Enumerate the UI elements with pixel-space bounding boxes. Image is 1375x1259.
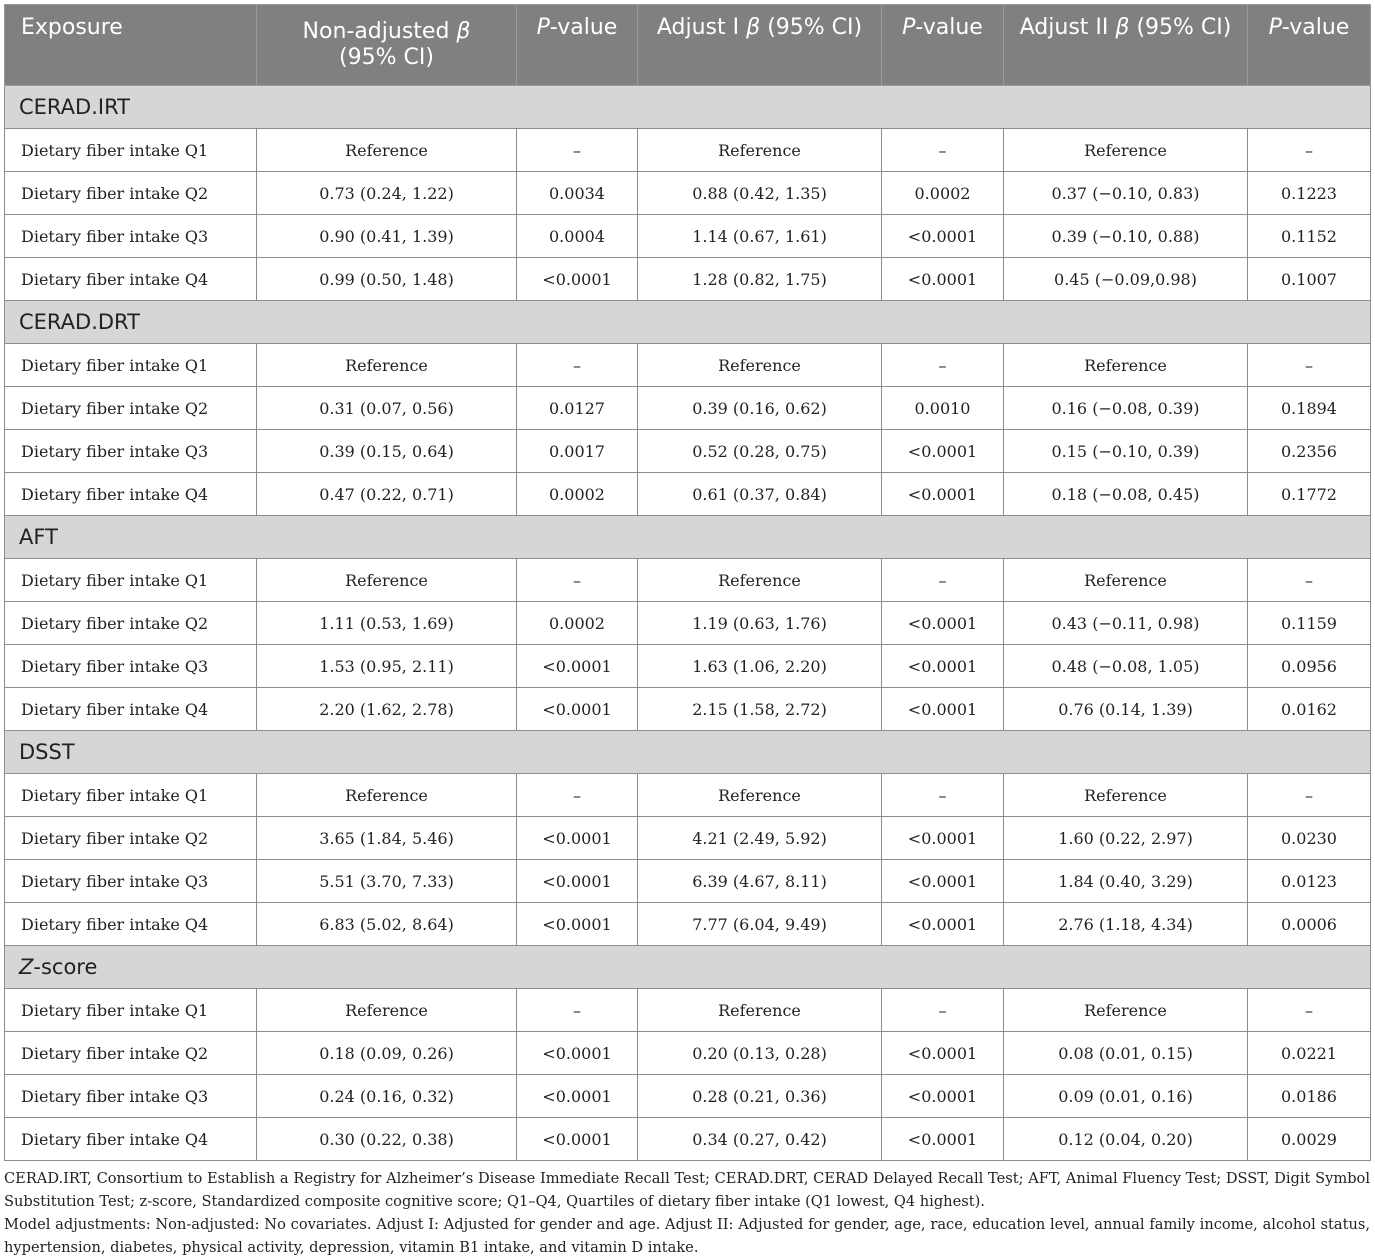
table-row — [5, 602, 1371, 645]
cell-pvalue-2: <0.0001 — [882, 258, 1004, 301]
cell-row-label: Dietary fiber intake Q2 — [5, 602, 257, 645]
cell-nonadjusted-beta: 5.51 (3.70, 7.33) — [257, 860, 517, 903]
cell-row-label: Dietary fiber intake Q4 — [5, 688, 257, 731]
cell-adjust1-beta: 7.77 (6.04, 9.49) — [638, 903, 882, 946]
cell-pvalue-2: <0.0001 — [882, 817, 1004, 860]
cell-pvalue-3: 0.2356 — [1248, 430, 1371, 473]
cell-pvalue-2: 0.0010 — [882, 387, 1004, 430]
results-table — [4, 4, 1371, 1161]
cell-pvalue-3: 0.1894 — [1248, 387, 1371, 430]
cell-pvalue-2: <0.0001 — [882, 430, 1004, 473]
cell-pvalue-3: – — [1248, 129, 1371, 172]
cell-adjust1-beta: 1.14 (0.67, 1.61) — [638, 215, 882, 258]
cell-pvalue-3: 0.1159 — [1248, 602, 1371, 645]
cell-pvalue-2: <0.0001 — [882, 473, 1004, 516]
cell-pvalue-2: – — [882, 129, 1004, 172]
cell-nonadjusted-beta: 3.65 (1.84, 5.46) — [257, 817, 517, 860]
footnote-adjustments: Model adjustments: Non-adjusted: No covariates. Adjust I: Adjusted for gender and age. Adjust II: Adjusted for gender, age, race, education level, annual family income, alcohol status, hypertension, diabetes, physical activity, depression, vitamin B1 intake, and vitamin D intake. — [4, 1216, 1370, 1256]
cell-row-label: Dietary fiber intake Q3 — [5, 215, 257, 258]
table-row — [5, 344, 1371, 387]
cell-row-label: Dietary fiber intake Q1 — [5, 559, 257, 602]
cell-row-label: Dietary fiber intake Q1 — [5, 129, 257, 172]
section-title-text: CERAD.IRT — [19, 95, 130, 119]
cell-nonadjusted-beta: 0.90 (0.41, 1.39) — [257, 215, 517, 258]
cell-nonadjusted-beta: Reference — [257, 129, 517, 172]
section-header-row — [5, 946, 1371, 989]
cell-nonadjusted-beta: 2.20 (1.62, 2.78) — [257, 688, 517, 731]
cell-adjust1-beta: Reference — [638, 129, 882, 172]
cell-adjust1-beta: 0.88 (0.42, 1.35) — [638, 172, 882, 215]
cell-pvalue-1: – — [517, 344, 638, 387]
cell-pvalue-2: <0.0001 — [882, 1075, 1004, 1118]
cell-adjust1-beta: 1.19 (0.63, 1.76) — [638, 602, 882, 645]
header-exposure: Exposure — [5, 5, 257, 86]
section-title — [5, 731, 1371, 774]
cell-adjust2-beta: 0.37 (−0.10, 0.83) — [1004, 172, 1248, 215]
cell-adjust2-beta: 0.76 (0.14, 1.39) — [1004, 688, 1248, 731]
table-row — [5, 473, 1371, 516]
cell-adjust2-beta: Reference — [1004, 344, 1248, 387]
section-title — [5, 946, 1371, 989]
cell-adjust2-beta: 0.09 (0.01, 0.16) — [1004, 1075, 1248, 1118]
cell-adjust2-beta: 1.60 (0.22, 2.97) — [1004, 817, 1248, 860]
cell-pvalue-3: 0.1772 — [1248, 473, 1371, 516]
cell-pvalue-3: 0.0221 — [1248, 1032, 1371, 1075]
cell-pvalue-2: <0.0001 — [882, 1032, 1004, 1075]
cell-adjust1-beta: Reference — [638, 774, 882, 817]
cell-pvalue-3: 0.0162 — [1248, 688, 1371, 731]
cell-nonadjusted-beta: Reference — [257, 559, 517, 602]
section-title — [5, 86, 1371, 129]
cell-adjust1-beta: 0.61 (0.37, 0.84) — [638, 473, 882, 516]
cell-pvalue-2: <0.0001 — [882, 1118, 1004, 1161]
header-nonadjusted-beta: Non-adjusted β (95% CI) — [257, 5, 517, 86]
cell-pvalue-2: – — [882, 559, 1004, 602]
cell-nonadjusted-beta: 0.47 (0.22, 0.71) — [257, 473, 517, 516]
header-pvalue-2: P-value — [882, 5, 1004, 86]
cell-adjust1-beta: 1.28 (0.82, 1.75) — [638, 258, 882, 301]
section-header-row — [5, 86, 1371, 129]
table-body — [5, 86, 1371, 1161]
cell-nonadjusted-beta: 0.31 (0.07, 0.56) — [257, 387, 517, 430]
cell-nonadjusted-beta: 6.83 (5.02, 8.64) — [257, 903, 517, 946]
cell-pvalue-1: 0.0017 — [517, 430, 638, 473]
cell-pvalue-1: <0.0001 — [517, 258, 638, 301]
section-title-italic: Z — [19, 955, 34, 979]
cell-adjust2-beta: 1.84 (0.40, 3.29) — [1004, 860, 1248, 903]
cell-pvalue-3: 0.0230 — [1248, 817, 1371, 860]
cell-row-label: Dietary fiber intake Q4 — [5, 473, 257, 516]
cell-pvalue-1: 0.0002 — [517, 473, 638, 516]
cell-pvalue-3: – — [1248, 989, 1371, 1032]
table-row — [5, 860, 1371, 903]
cell-adjust1-beta: Reference — [638, 989, 882, 1032]
cell-pvalue-1: <0.0001 — [517, 645, 638, 688]
cell-adjust1-beta: 0.39 (0.16, 0.62) — [638, 387, 882, 430]
section-title-text: DSST — [19, 740, 75, 764]
cell-adjust2-beta: Reference — [1004, 774, 1248, 817]
section-title-text: -score — [33, 955, 98, 979]
cell-pvalue-1: <0.0001 — [517, 1118, 638, 1161]
cell-adjust1-beta: Reference — [638, 344, 882, 387]
cell-adjust1-beta: 1.63 (1.06, 2.20) — [638, 645, 882, 688]
cell-adjust2-beta: Reference — [1004, 989, 1248, 1032]
cell-nonadjusted-beta: Reference — [257, 774, 517, 817]
table-footnotes — [4, 1167, 1370, 1259]
cell-pvalue-3: – — [1248, 559, 1371, 602]
cell-pvalue-2: <0.0001 — [882, 602, 1004, 645]
cell-pvalue-1: 0.0127 — [517, 387, 638, 430]
cell-pvalue-3: 0.1223 — [1248, 172, 1371, 215]
cell-pvalue-1: – — [517, 774, 638, 817]
cell-pvalue-3: 0.0186 — [1248, 1075, 1371, 1118]
cell-adjust2-beta: Reference — [1004, 129, 1248, 172]
cell-row-label: Dietary fiber intake Q2 — [5, 1032, 257, 1075]
results-table-container — [4, 4, 1370, 1259]
cell-row-label: Dietary fiber intake Q4 — [5, 903, 257, 946]
cell-row-label: Dietary fiber intake Q2 — [5, 172, 257, 215]
table-row — [5, 645, 1371, 688]
table-row — [5, 817, 1371, 860]
cell-adjust1-beta: 4.21 (2.49, 5.92) — [638, 817, 882, 860]
section-title — [5, 516, 1371, 559]
cell-pvalue-1: <0.0001 — [517, 860, 638, 903]
cell-pvalue-3: 0.1007 — [1248, 258, 1371, 301]
cell-nonadjusted-beta: 0.30 (0.22, 0.38) — [257, 1118, 517, 1161]
cell-pvalue-2: <0.0001 — [882, 645, 1004, 688]
cell-nonadjusted-beta: 1.11 (0.53, 1.69) — [257, 602, 517, 645]
header-pvalue-3: P-value — [1248, 5, 1371, 86]
cell-pvalue-3: 0.0029 — [1248, 1118, 1371, 1161]
cell-pvalue-2: – — [882, 344, 1004, 387]
cell-pvalue-3: 0.1152 — [1248, 215, 1371, 258]
table-row — [5, 1075, 1371, 1118]
cell-adjust1-beta: 0.34 (0.27, 0.42) — [638, 1118, 882, 1161]
cell-adjust2-beta: 0.16 (−0.08, 0.39) — [1004, 387, 1248, 430]
header-adjust2-beta: Adjust II β (95% CI) — [1004, 5, 1248, 86]
cell-pvalue-1: <0.0001 — [517, 1075, 638, 1118]
cell-pvalue-1: <0.0001 — [517, 817, 638, 860]
cell-adjust1-beta: Reference — [638, 559, 882, 602]
section-header-row — [5, 731, 1371, 774]
cell-pvalue-2: <0.0001 — [882, 903, 1004, 946]
table-row — [5, 688, 1371, 731]
table-row — [5, 559, 1371, 602]
cell-nonadjusted-beta: 0.18 (0.09, 0.26) — [257, 1032, 517, 1075]
cell-adjust1-beta: 0.28 (0.21, 0.36) — [638, 1075, 882, 1118]
cell-row-label: Dietary fiber intake Q3 — [5, 860, 257, 903]
cell-adjust2-beta: 0.43 (−0.11, 0.98) — [1004, 602, 1248, 645]
cell-nonadjusted-beta: 0.24 (0.16, 0.32) — [257, 1075, 517, 1118]
cell-row-label: Dietary fiber intake Q2 — [5, 817, 257, 860]
cell-pvalue-1: – — [517, 129, 638, 172]
table-row — [5, 258, 1371, 301]
cell-pvalue-2: <0.0001 — [882, 688, 1004, 731]
table-row — [5, 129, 1371, 172]
cell-row-label: Dietary fiber intake Q3 — [5, 1075, 257, 1118]
table-row — [5, 1118, 1371, 1161]
table-row — [5, 989, 1371, 1032]
section-title-text: CERAD.DRT — [19, 310, 140, 334]
cell-nonadjusted-beta: 0.99 (0.50, 1.48) — [257, 258, 517, 301]
section-header-row — [5, 301, 1371, 344]
cell-adjust2-beta: 0.45 (−0.09,0.98) — [1004, 258, 1248, 301]
header-pvalue-1: P-value — [517, 5, 638, 86]
cell-pvalue-2: – — [882, 774, 1004, 817]
table-row — [5, 1032, 1371, 1075]
cell-pvalue-3: 0.0956 — [1248, 645, 1371, 688]
cell-adjust1-beta: 0.52 (0.28, 0.75) — [638, 430, 882, 473]
cell-pvalue-1: <0.0001 — [517, 903, 638, 946]
cell-pvalue-1: 0.0002 — [517, 602, 638, 645]
table-row — [5, 903, 1371, 946]
cell-pvalue-3: 0.0123 — [1248, 860, 1371, 903]
cell-pvalue-2: – — [882, 989, 1004, 1032]
section-title — [5, 301, 1371, 344]
cell-pvalue-3: – — [1248, 344, 1371, 387]
cell-adjust2-beta: Reference — [1004, 559, 1248, 602]
cell-pvalue-2: <0.0001 — [882, 215, 1004, 258]
header-adjust1-beta: Adjust I β (95% CI) — [638, 5, 882, 86]
cell-pvalue-1: – — [517, 559, 638, 602]
cell-row-label: Dietary fiber intake Q3 — [5, 430, 257, 473]
table-row — [5, 774, 1371, 817]
cell-nonadjusted-beta: Reference — [257, 989, 517, 1032]
cell-row-label: Dietary fiber intake Q1 — [5, 774, 257, 817]
cell-row-label: Dietary fiber intake Q2 — [5, 387, 257, 430]
cell-pvalue-1: – — [517, 989, 638, 1032]
cell-pvalue-2: 0.0002 — [882, 172, 1004, 215]
footnote-abbreviations: CERAD.IRT, Consortium to Establish a Registry for Alzheimer’s Disease Immediate Recall Test; CERAD.DRT, CERAD Delayed Recall Test; AFT, Animal Fluency Test; DSST, Digit Symbol Substitution Test; z-score, Standardized composite cognitive score; Q1–Q4, Quartiles of dietary fiber intake (Q1 lowest, Q4 highest). — [4, 1170, 1370, 1210]
cell-nonadjusted-beta: 0.73 (0.24, 1.22) — [257, 172, 517, 215]
cell-pvalue-2: <0.0001 — [882, 860, 1004, 903]
table-header — [5, 5, 1371, 86]
cell-pvalue-1: 0.0034 — [517, 172, 638, 215]
table-row — [5, 430, 1371, 473]
cell-adjust2-beta: 0.12 (0.04, 0.20) — [1004, 1118, 1248, 1161]
section-header-row — [5, 516, 1371, 559]
cell-pvalue-3: 0.0006 — [1248, 903, 1371, 946]
section-title-text: AFT — [19, 525, 58, 549]
cell-nonadjusted-beta: 0.39 (0.15, 0.64) — [257, 430, 517, 473]
table-row — [5, 215, 1371, 258]
cell-adjust2-beta: 0.08 (0.01, 0.15) — [1004, 1032, 1248, 1075]
cell-row-label: Dietary fiber intake Q4 — [5, 1118, 257, 1161]
cell-adjust2-beta: 2.76 (1.18, 4.34) — [1004, 903, 1248, 946]
cell-pvalue-1: 0.0004 — [517, 215, 638, 258]
cell-adjust2-beta: 0.48 (−0.08, 1.05) — [1004, 645, 1248, 688]
cell-row-label: Dietary fiber intake Q1 — [5, 989, 257, 1032]
cell-adjust2-beta: 0.18 (−0.08, 0.45) — [1004, 473, 1248, 516]
cell-row-label: Dietary fiber intake Q4 — [5, 258, 257, 301]
cell-adjust1-beta: 6.39 (4.67, 8.11) — [638, 860, 882, 903]
cell-pvalue-1: <0.0001 — [517, 1032, 638, 1075]
cell-adjust2-beta: 0.15 (−0.10, 0.39) — [1004, 430, 1248, 473]
cell-pvalue-3: – — [1248, 774, 1371, 817]
cell-nonadjusted-beta: Reference — [257, 344, 517, 387]
cell-nonadjusted-beta: 1.53 (0.95, 2.11) — [257, 645, 517, 688]
table-row — [5, 172, 1371, 215]
cell-row-label: Dietary fiber intake Q1 — [5, 344, 257, 387]
cell-adjust1-beta: 0.20 (0.13, 0.28) — [638, 1032, 882, 1075]
table-row — [5, 387, 1371, 430]
cell-row-label: Dietary fiber intake Q3 — [5, 645, 257, 688]
cell-pvalue-1: <0.0001 — [517, 688, 638, 731]
cell-adjust2-beta: 0.39 (−0.10, 0.88) — [1004, 215, 1248, 258]
cell-adjust1-beta: 2.15 (1.58, 2.72) — [638, 688, 882, 731]
